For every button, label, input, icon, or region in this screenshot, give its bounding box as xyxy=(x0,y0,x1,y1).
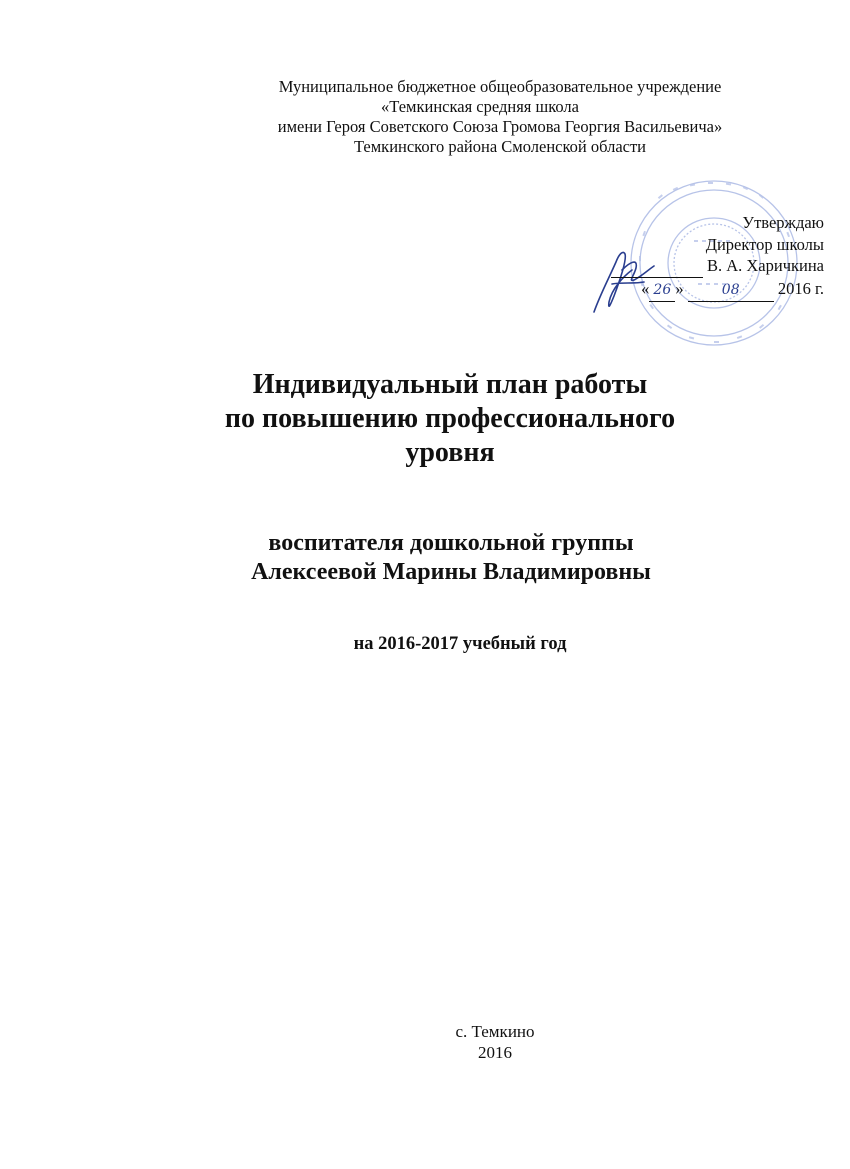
approval-label: Утверждаю xyxy=(742,213,824,232)
footer-year: 2016 xyxy=(478,1043,512,1062)
footer-place: с. Темкино xyxy=(455,1022,535,1041)
employee-subtitle xyxy=(0,529,850,587)
date-close-quote: » xyxy=(675,278,684,298)
date-year: 2016 г. xyxy=(777,278,824,298)
header-line-3: имени Героя Советского Союза Громова Георгия Васильевича» xyxy=(277,117,723,136)
approval-date xyxy=(611,278,824,303)
organization-header xyxy=(150,77,850,157)
subtitle-line-2: Алексеевой Марины Владимировны xyxy=(251,559,651,585)
date-day: 26 xyxy=(649,280,675,303)
title-line-3: уровня xyxy=(405,437,495,468)
subtitle-line-1: воспитателя дошкольной группы xyxy=(268,530,634,556)
document-footer xyxy=(0,1021,850,1063)
academic-year: на 2016-2017 учебный год xyxy=(353,634,567,654)
director-name: В. А. Харичкина xyxy=(706,256,824,275)
header-line-1: Муниципальное бюджетное общеобразовательное учреждение xyxy=(278,77,722,96)
date-month: 08 xyxy=(688,280,774,303)
header-line-2: «Темкинская средняя школа xyxy=(381,97,579,116)
approval-block xyxy=(611,212,824,302)
signature-line-row xyxy=(611,255,824,278)
director-position: Директор школы xyxy=(705,234,824,254)
date-open-quote: « xyxy=(641,278,650,298)
header-line-4: Темкинского района Смоленской области xyxy=(353,137,647,156)
signature-line xyxy=(611,255,703,278)
title-line-1: Индивидуальный план работы xyxy=(252,369,648,400)
document-title xyxy=(0,368,850,470)
title-line-2: по повышению профессионального xyxy=(224,403,676,434)
